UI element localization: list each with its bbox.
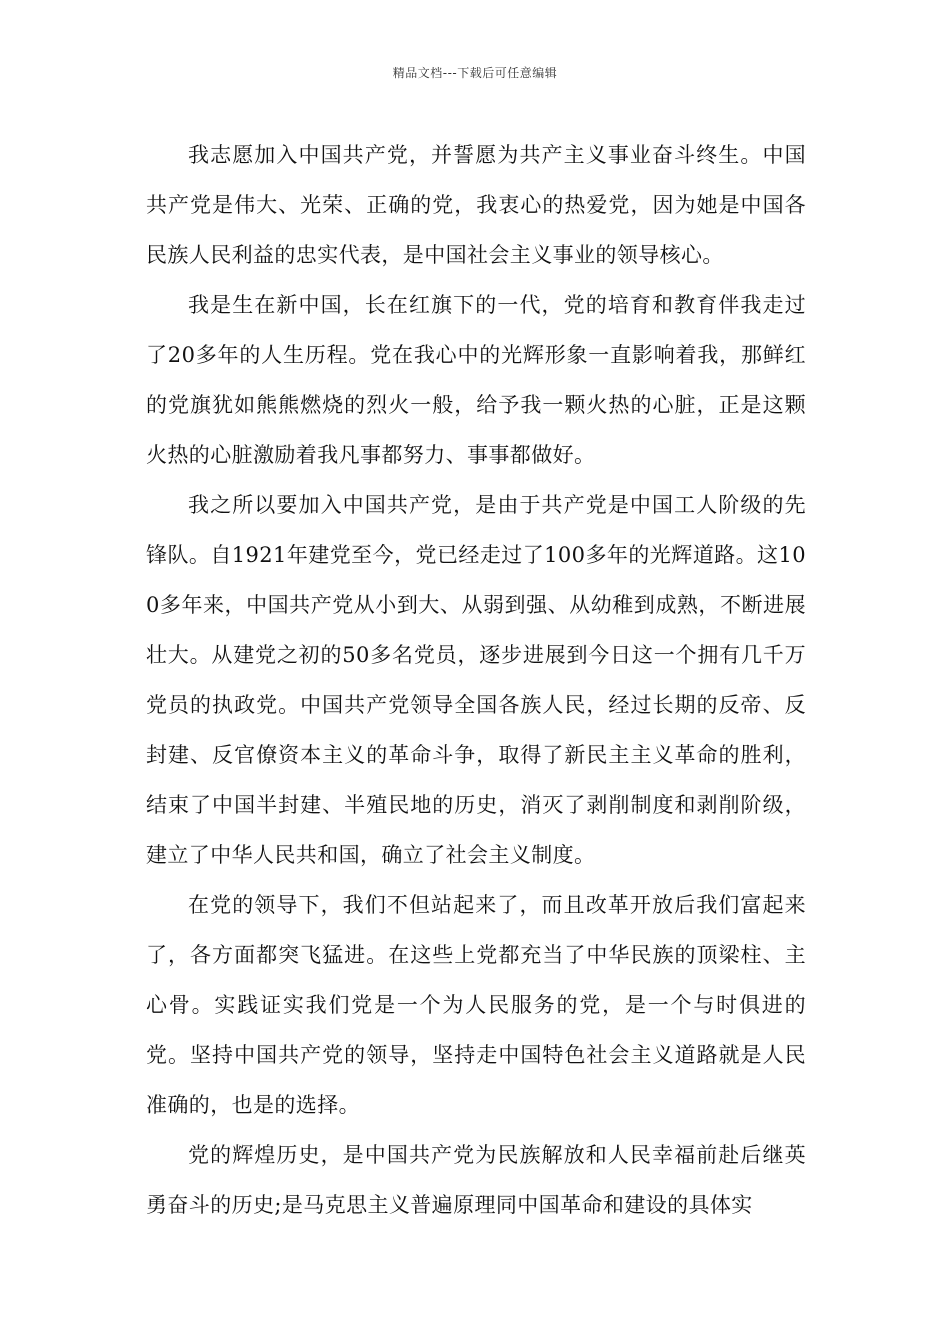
paragraph-3: 我之所以要加入中国共产党，是由于共产党是中国工人阶级的先锋队。自1921年建党至今，党已经走过了100多年的光辉道路。这100多年来，中国共产党从小到大、从弱到强、从幼稚到成熟，不断进展壮大。从建党之初的50多名党员，逐步进展到今日这一个拥有几千万党员的执政党。中国共产党领导全国各族人民，经过长期的反帝、反封建、反官僚资本主义的革命斗争，取得了新民主主义革命的胜利，结束了中国半封建、半殖民地的历史，消灭了剥削制度和剥削阶级，建立了中华人民共和国，确立了社会主义制度。 bbox=[146, 493, 806, 867]
page-header: 精品文档---下载后可任意编辑 bbox=[392, 66, 558, 80]
document-body bbox=[146, 130, 806, 1230]
paragraph-1: 我志愿加入中国共产党，并誓愿为共产主义事业奋斗终生。中国共产党是伟大、光荣、正确的党，我衷心的热爱党，因为她是中国各民族人民利益的忠实代表，是中国社会主义事业的领导核心。 bbox=[146, 143, 806, 267]
paragraph-2: 我是生在新中国，长在红旗下的一代，党的培育和教育伴我走过了20多年的人生历程。党在我心中的光辉形象一直影响着我，那鲜红的党旗犹如熊熊燃烧的烈火一般，给予我一颗火热的心脏，正是这颗火热的心脏激励着我凡事都努力、事事都做好。 bbox=[146, 293, 806, 467]
paragraph-4: 在党的领导下，我们不但站起来了，而且改革开放后我们富起来了，各方面都突飞猛进。在这些上党都充当了中华民族的顶梁柱、主心骨。实践证实我们党是一个为人民服务的党，是一个与时俱进的党。坚持中国共产党的领导，坚持走中国特色社会主义道路就是人民准确的，也是的选择。 bbox=[146, 893, 806, 1117]
paragraph-5: 党的辉煌历史，是中国共产党为民族解放和人民幸福前赴后继英勇奋斗的历史;是马克思主义普遍原理同中国革命和建设的具体实 bbox=[146, 1143, 806, 1217]
